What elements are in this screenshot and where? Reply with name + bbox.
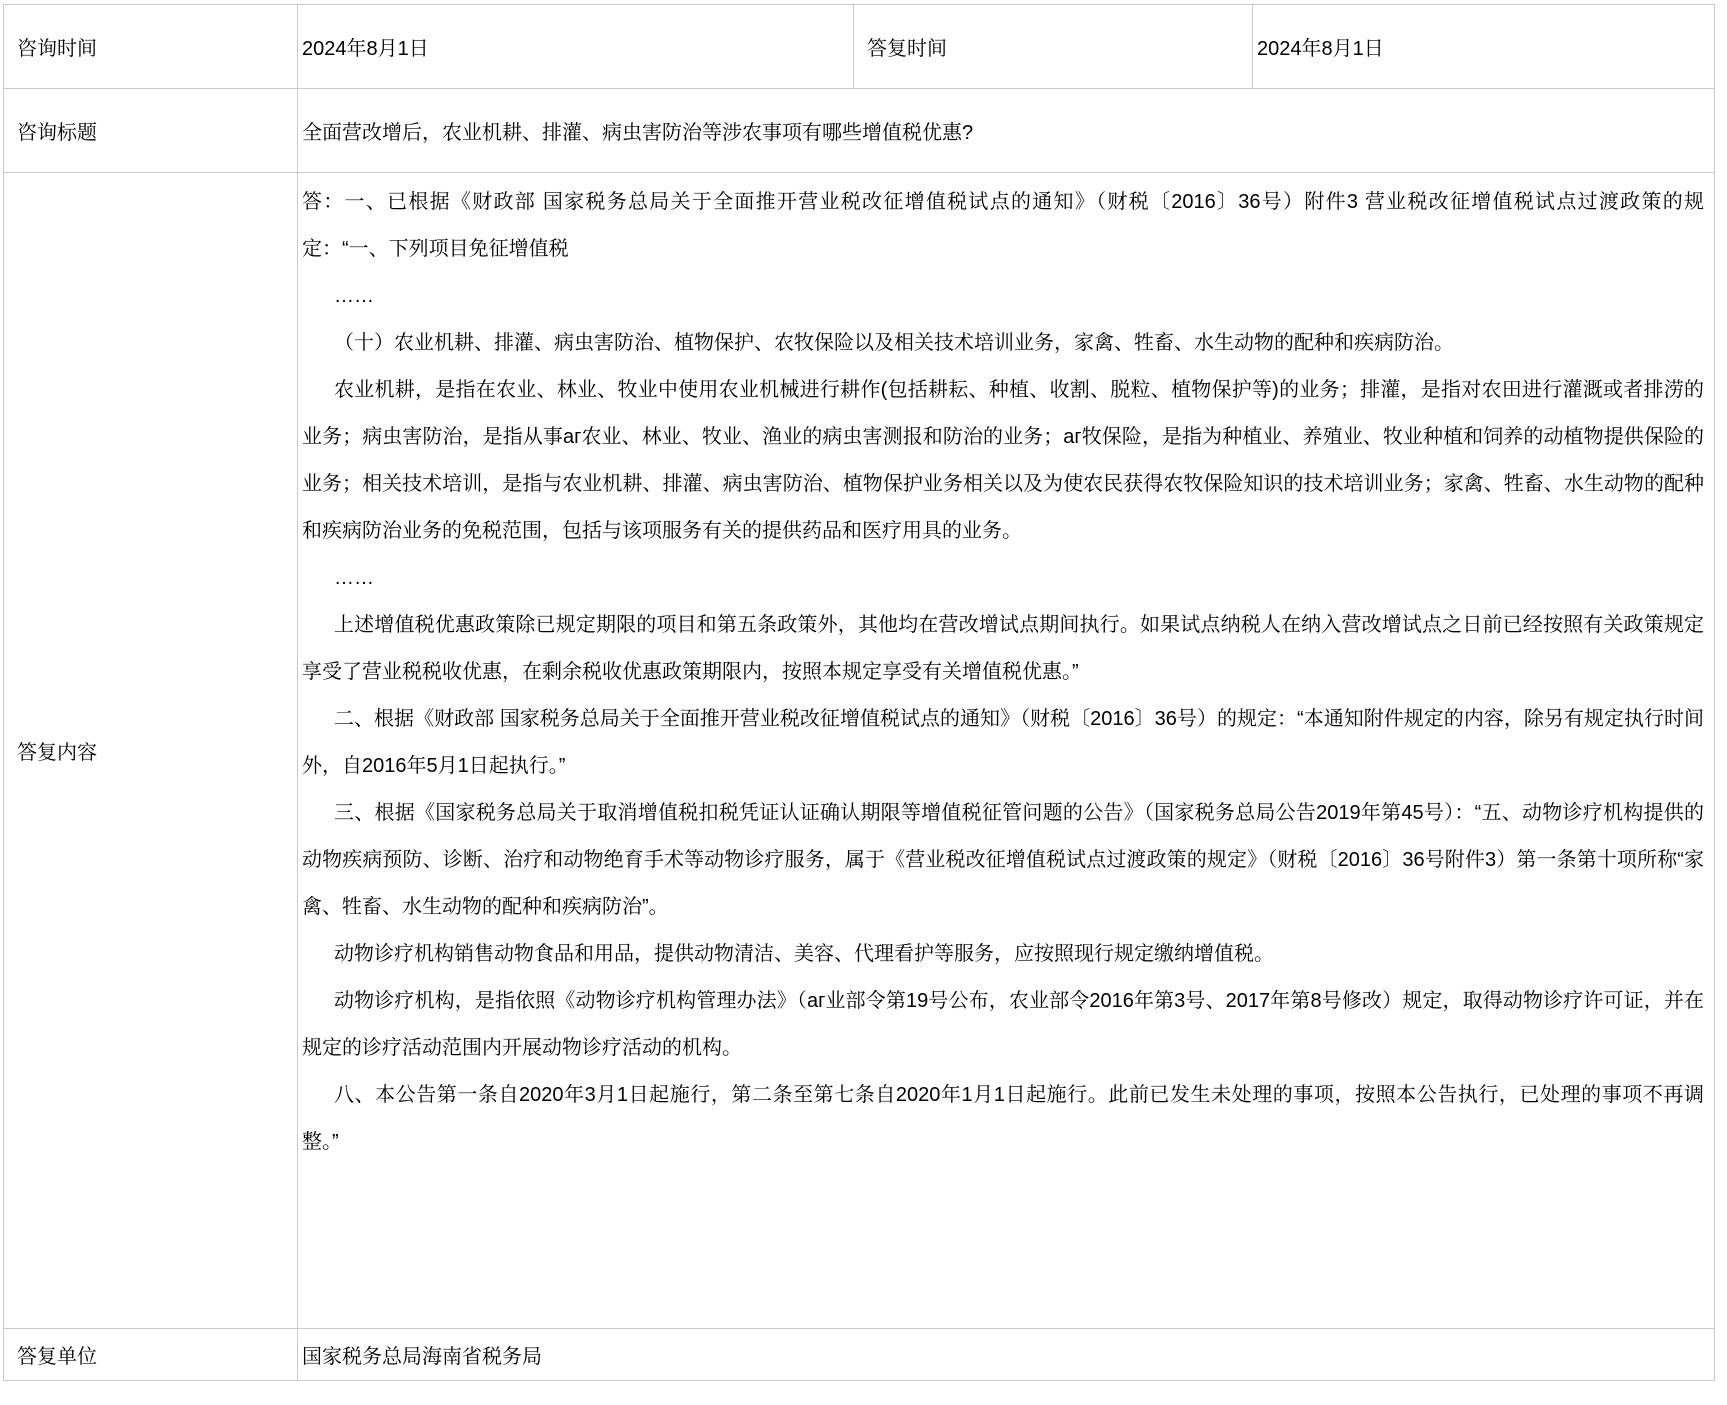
reply-time-value: 2024年8月1日 bbox=[1253, 5, 1715, 89]
consult-title-label: 咨询标题 bbox=[4, 89, 298, 173]
answer-paragraph: 上述增值税优惠政策除已规定期限的项目和第五条政策外，其他均在营改增试点期间执行。如果试点纳税人在纳入营改增试点之日前已经按照有关政策规定享受了营业税税收优惠，在剩余税收优惠政策期限内，按照本规定享受有关增值税优惠。” bbox=[302, 614, 1704, 683]
reply-unit-value: 国家税务总局海南省税务局 bbox=[298, 1329, 1715, 1381]
table-row-content bbox=[4, 173, 1715, 1329]
answer-paragraph: 动物诊疗机构，是指依照《动物诊疗机构管理办法》（аг业部令第19号公布，农业部令2016年第3号、2017年第8号修改）规定，取得动物诊疗许可证，并在规定的诊疗活动范围内开展动物诊疗活动的机构。 bbox=[302, 990, 1704, 1059]
consult-time-label: 咨询时间 bbox=[4, 5, 298, 89]
reply-content-value bbox=[298, 173, 1715, 1329]
answer-paragraph: 答：一、已根据《财政部 国家税务总局关于全面推开营业税改征增值税试点的通知》（财税〔2016〕36号）附件3 营业税改征增值税试点过渡政策的规定：“一、下列项目免征增值税 bbox=[302, 191, 1704, 260]
reply-content-text bbox=[302, 179, 1704, 1166]
consultation-detail-table bbox=[3, 4, 1715, 1381]
answer-paragraph: 八、本公告第一条自2020年3月1日起施行，第二条至第七条自2020年1月1日起施行。此前已发生未处理的事项，按照本公告执行，已处理的事项不再调整。” bbox=[302, 1084, 1704, 1153]
reply-content-label: 答复内容 bbox=[4, 173, 298, 1329]
answer-paragraph: 三、根据《国家税务总局关于取消增值税扣税凭证认证确认期限等增值税征管问题的公告》（国家税务总局公告2019年第45号）：“五、动物诊疗机构提供的动物疾病预防、诊断、治疗和动物绝育手术等动物诊疗服务，属于《营业税改征增值税试点过渡政策的规定》（财税〔2016〕36号附件3）第一条第十项所称“家禽、牲畜、水生动物的配种和疾病防治”。 bbox=[302, 802, 1704, 918]
answer-paragraph: …… bbox=[334, 285, 374, 307]
reply-unit-label: 答复单位 bbox=[4, 1329, 298, 1381]
reply-time-label: 答复时间 bbox=[854, 5, 1253, 89]
table-row-unit bbox=[4, 1329, 1715, 1381]
answer-paragraph: 农业机耕，是指在农业、林业、牧业中使用农业机械进行耕作(包括耕耘、种植、收割、脱粒、植物保护等)的业务；排灌，是指对农田进行灌溉或者排涝的业务；病虫害防治，是指从事аг农业、林业、牧业、渔业的病虫害测报和防治的业务；аг牧保险，是指为种植业、养殖业、牧业种植和饲养的动植物提供保险的业务；相关技术培训，是指与农业机耕、排灌、病虫害防治、植物保护业务相关以及为使农民获得农牧保险知识的技术培训业务；家禽、牲畜、水生动物的配种和疾病防治业务的免税范围，包括与该项服务有关的提供药品和医疗用具的业务。 bbox=[302, 379, 1704, 542]
consult-time-value: 2024年8月1日 bbox=[298, 5, 854, 89]
table-row-title bbox=[4, 89, 1715, 173]
answer-paragraph: 动物诊疗机构销售动物食品和用品，提供动物清洁、美容、代理看护等服务，应按照现行规定缴纳增值税。 bbox=[334, 943, 1274, 965]
consult-title-value: 全面营改增后，农业机耕、排灌、病虫害防治等涉农事项有哪些增值税优惠? bbox=[298, 89, 1715, 173]
answer-paragraph: …… bbox=[334, 567, 374, 589]
table-row-times bbox=[4, 5, 1715, 89]
answer-paragraph: （十）农业机耕、排灌、病虫害防治、植物保护、农牧保险以及相关技术培训业务，家禽、牲畜、水生动物的配种和疾病防治。 bbox=[334, 332, 1454, 354]
answer-paragraph: 二、根据《财政部 国家税务总局关于全面推开营业税改征增值税试点的通知》（财税〔2016〕36号）的规定：“本通知附件规定的内容，除另有规定执行时间外，自2016年5月1日起执行。” bbox=[302, 708, 1704, 777]
